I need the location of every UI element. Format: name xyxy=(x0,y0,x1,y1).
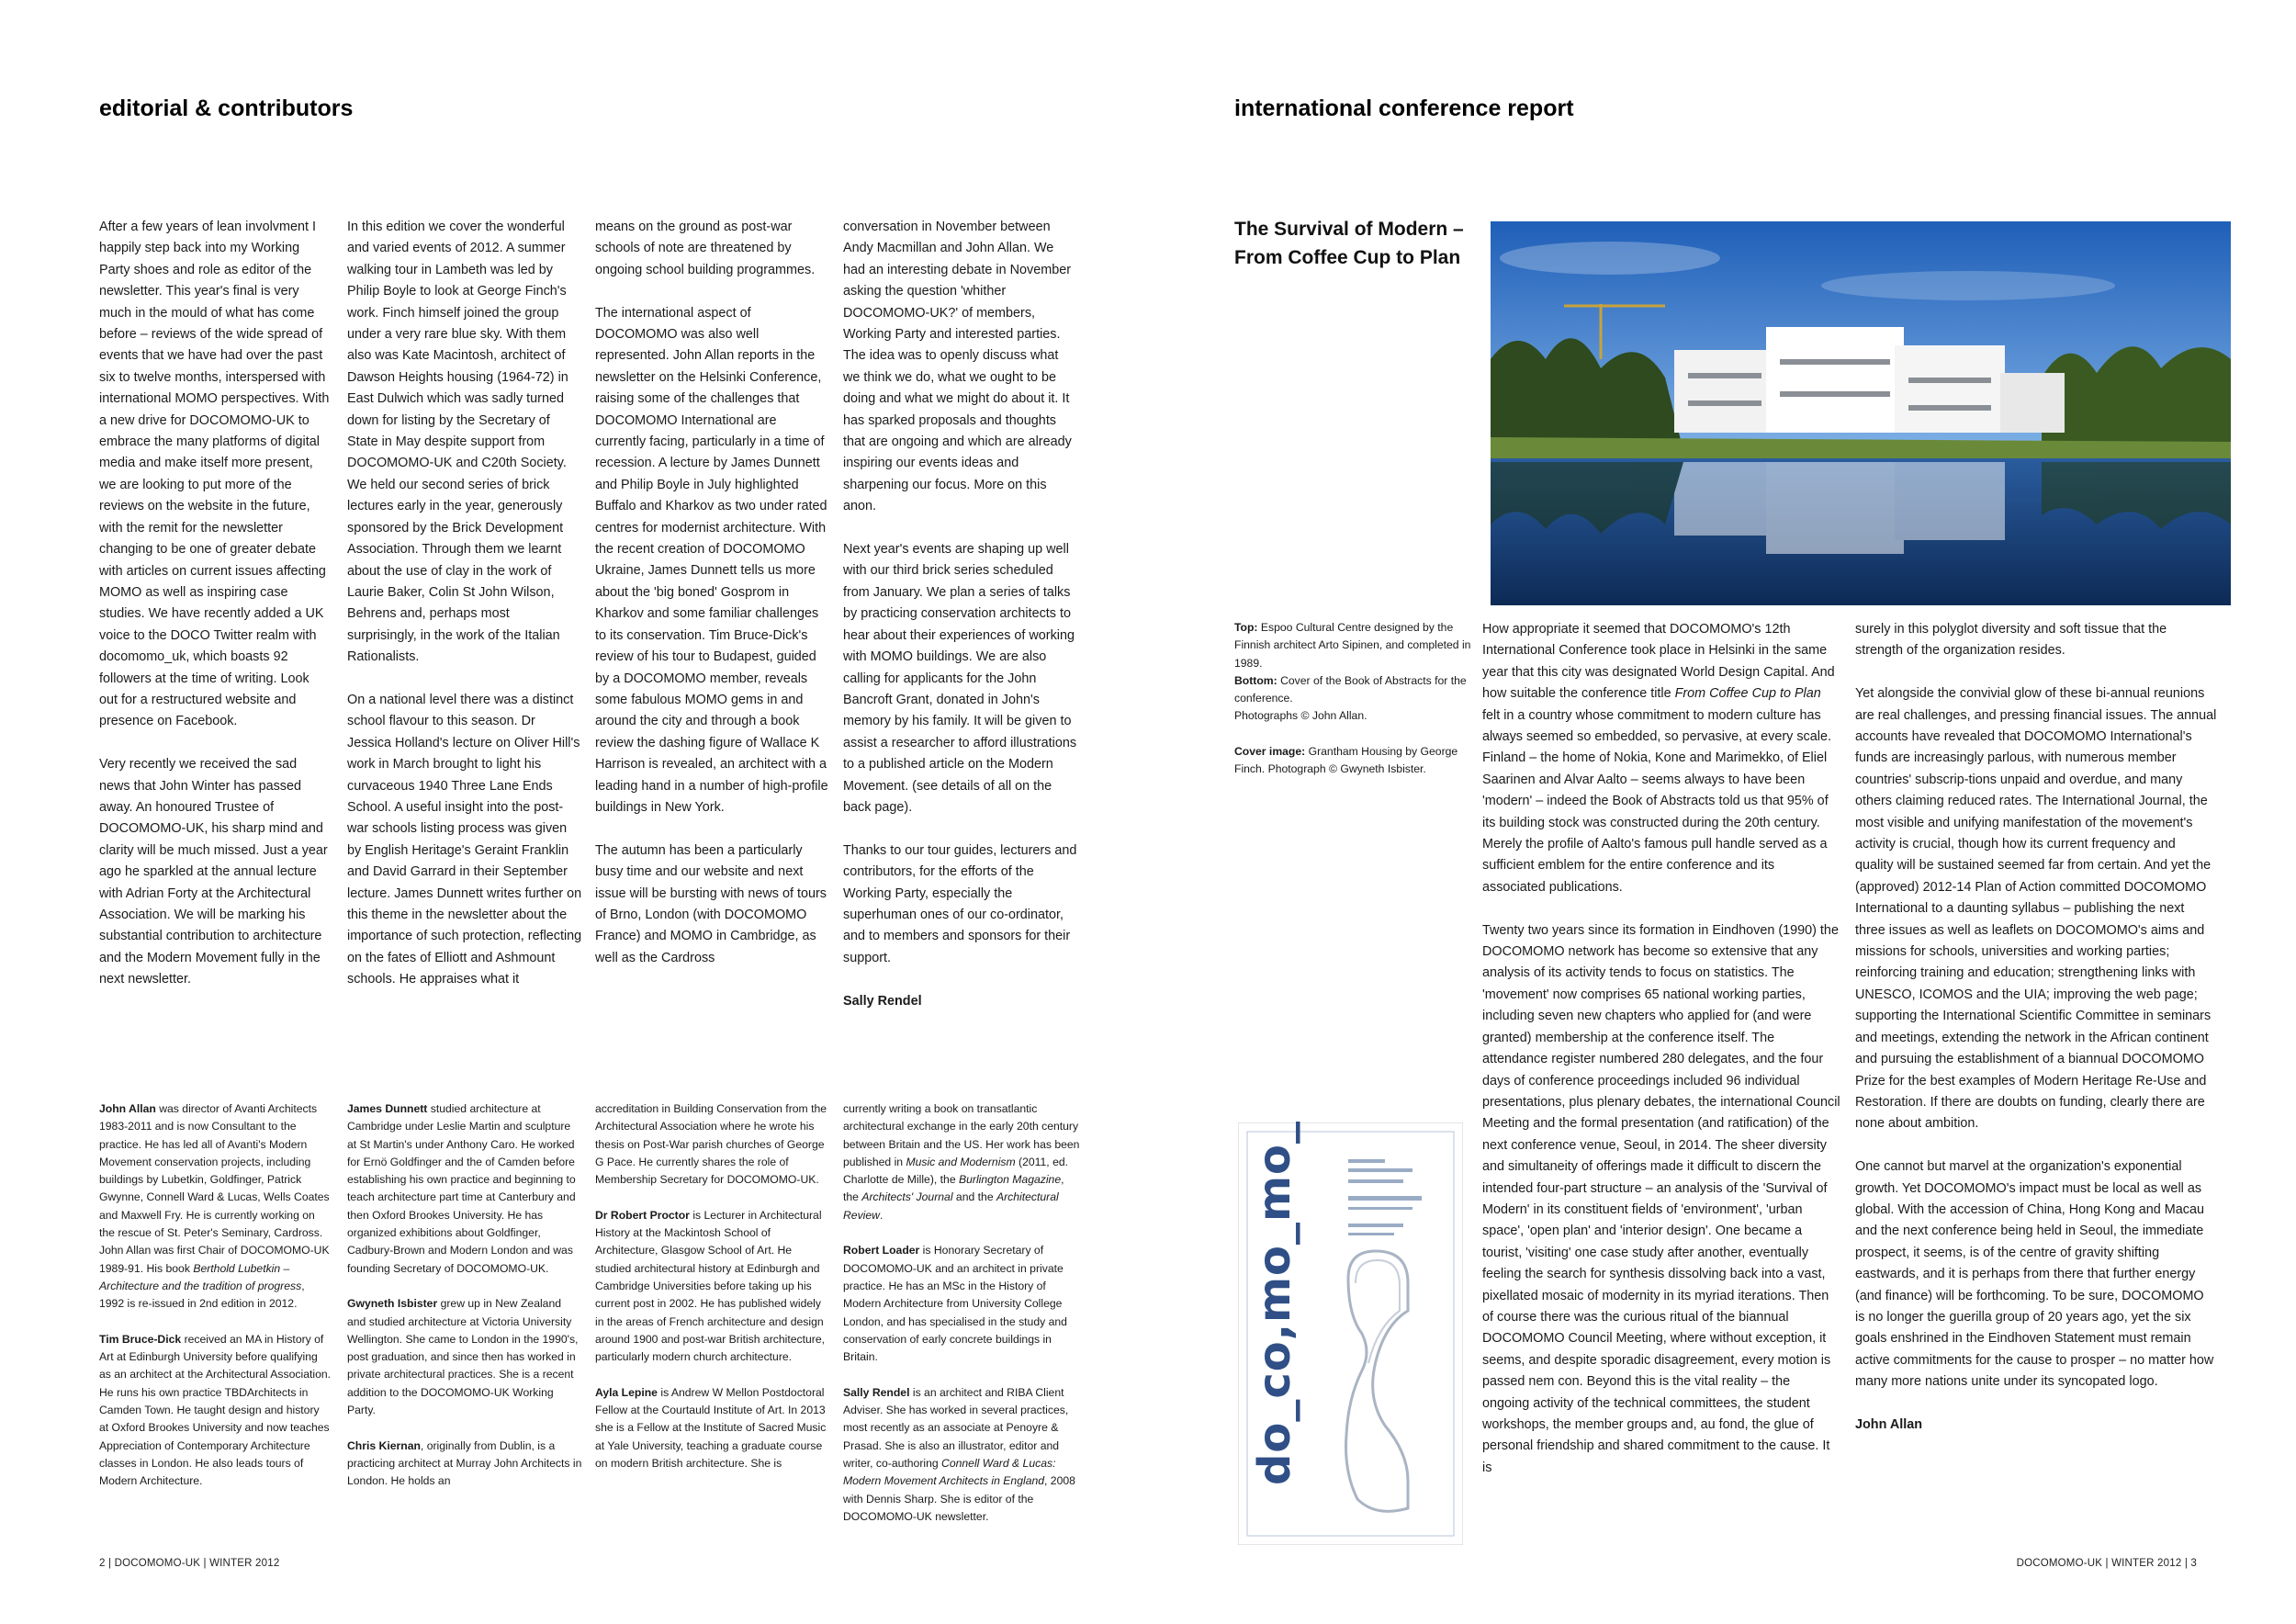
bios-column-3 xyxy=(595,1100,830,1491)
bio-ayla-lepine-cont: currently writing a book on transatlantic architectural exchange in the early 20th century between Britain and the US. Her work has been published in Music and Modernism (2011, ed. Charlotte de Mille), the Burlington Magazine, the Architects' Journal and the Architectural Review. xyxy=(843,1102,1080,1222)
paragraph: After a few years of lean involvment I happily step back into my Working Party shoes and role as editor of the newsletter. This year's final is very much in the mould of what has come before – reviews of the wide spread of events that we have had over the past six to twelve months, interspersed with international MOMO perspectives. With a new drive for DOCOMOMO-UK to embrace the many platforms of digital media and make itself more present, we are looking to put more of the reviews on the website in the future, with the remit for the newsletter changing to be one of greater debate with articles on current issues affecting MOMO as well as inspiring case studies. We have recently added a UK voice to the DOCO Twitter realm with docomomo_uk, which boasts 92 followers at the time of writing. Look out for a restructured website and presence on Facebook. xyxy=(99,220,330,729)
report-column-2 xyxy=(1855,619,2217,1458)
paragraph: In this edition we cover the wonderful and varied events of 2012. A summer walking tour in Lambeth was led by Philip Boyle to look at George Finch's work. Finch himself joined the group under a very rare blue sky. With them also was Kate Macintosh, architect of Dawson Heights housing (1964-72) in East Dulwich which was sadly turned down for listing by the Secretary of State in May despite support from DOCOMOMO-UK and C20th Society. We held our second series of brick lectures early in the year, generously sponsored by the Brick Development Association. Through them we learnt about the use of clay in the work of Laurie Baker, Colin St John Wilson, Behrens and, perhaps most surprisingly, in the work of the Italian Rationalists. xyxy=(347,220,568,665)
caption-cover-image: Cover image: Grantham Housing by George Finch. Photograph © Gwyneth Isbister. xyxy=(1234,745,1458,776)
bio-robert-proctor: Dr Robert Proctor is Lecturer in Architectural History at the Mackintosh School of Architecture, Glasgow School of Art. He studied architectural history at Edinburgh and Cambridge Universities before taking up his current post in 2002. He has published widely in the areas of French architecture and design around 1900 and post-war British architecture, particularly modern church architecture. xyxy=(595,1208,825,1364)
editorial-signature: Sally Rendel xyxy=(843,993,922,1009)
editorial-column-2 xyxy=(347,217,582,1012)
left-page-footer: 2 | DOCOMOMO-UK | WINTER 2012 xyxy=(99,1558,280,1569)
caption-top-bottom: Top: Espoo Cultural Centre designed by the Finnish architect Arto Sipinen, and completed in 1989. Bottom: Cover of the Book of Abstracts for the conference. Photographs © John Allan. xyxy=(1234,621,1471,723)
book-of-abstracts-cover xyxy=(1238,1122,1463,1545)
report-signature: John Allan xyxy=(1855,1416,1923,1432)
paragraph: means on the ground as post-war schools of note are threatened by ongoing school building programmes. xyxy=(595,220,816,277)
bios-column-4 xyxy=(843,1100,1080,1543)
paragraph: Very recently we received the sad news that John Winter has passed away. An honoured Trustee of DOCOMOMO-UK, his sharp mind and clarity will be much missed. Just a year ago he sparkled at the annual lecture with Adrian Forty at the Architectural Association. We will be marking his substantial contribution to architecture and the Modern Movement fully in the next newsletter. xyxy=(99,757,328,987)
paragraph: Next year's events are shaping up well with our third brick series scheduled from January. We plan a series of talks by practicing conservation architects to hear about their experiences of working with MOMO buildings. We are also calling for applicants for the John Bancroft Grant, donated in John's memory by his family. It will be given to assist a researcher to afford illustrations to a published article on the Modern Movement. (see details of all on the back page). xyxy=(843,542,1077,815)
report-column-1 xyxy=(1482,619,1840,1501)
paragraph: The autumn has been a particularly busy time and our website and next issue will be bursting with news of tours of Brno, London (with DOCOMOMO France) and MOMO in Cambridge, as well as the Cardross xyxy=(595,842,827,965)
espoo-cultural-centre-photo xyxy=(1491,221,2231,605)
article-title-line-1: The Survival of Modern – xyxy=(1234,219,1464,240)
right-page-heading: international conference report xyxy=(1234,96,1574,121)
bio-chris-kiernan-cont: accreditation in Building Conservation from the Architectural Association where he wrote his thesis on Post-War parish churches of George G Pace. He currently shares the role of Membership Secretary for DOCOMOMO-UK. xyxy=(595,1102,827,1187)
bios-column-2 xyxy=(347,1100,582,1508)
bio-chris-kiernan: Chris Kiernan, originally from Dublin, is a practicing architect at Murray John Architects in London. He holds an xyxy=(347,1438,582,1488)
bio-tim-bruce-dick: Tim Bruce-Dick received an MA in History of Art at Edinburgh University before qualifying as an architect at the Architectural Association. He runs his own practice TBDArchitects in Camden Town. He taught design and history at Oxford Brookes University and now teaches Appreciation of Contemporary Architecture classes in London. He also leads tours of Modern Architecture. xyxy=(99,1332,332,1488)
bio-ayla-lepine: Ayla Lepine is Andrew W Mellon Postdoctoral Fellow at the Courtauld Institute of Art. In 2013 she is a Fellow at the Institute of Sacred Music at Yale University, teaching a graduate course on modern British architecture. She is xyxy=(595,1385,827,1470)
photo-illustration xyxy=(1491,221,2231,605)
paragraph: How appropriate it seemed that DOCOMOMO's 12th International Conference took place in Helsinki in the same year that this city was designated World Design Capital. And how suitable the conference title From Coffee Cup to Plan felt in a country whose commitment to modern culture has always seemed so embedded, so pervasive, at every scale. Finland – the home of Nokia, Kone and Marimekko, of Eliel Saarinen and Alvar Aalto – seems always to have been 'modern' – indeed the Book of Abstracts told us that 95% of its building stock was constructed during the 20th century. Merely the profile of Aalto's famous pull handle served as a sufficient emblem for the entire conference and its associated publications. xyxy=(1482,622,1835,895)
bio-robert-loader: Robert Loader is Honorary Secretary of DOCOMOMO-UK and an architect in private practice. He has an MSc in the History of Modern Architecture from University College London, and has specialised in the study and conservation of early concrete buildings in Britain. xyxy=(843,1244,1067,1364)
editorial-column-3 xyxy=(595,217,830,991)
article-title-line-2: From Coffee Cup to Plan xyxy=(1234,247,1461,268)
bio-gwyneth-isbister: Gwyneth Isbister grew up in New Zealand and studied architecture at Victoria University Wellington. She came to London in the 1990's, post graduation, and since then has worked in private architectural practices. She is a recent addition to the DOCOMOMO-UK Working Party. xyxy=(347,1297,579,1417)
bio-john-allan: John Allan was director of Avanti Architects 1983-2011 and is now Consultant to the practice. He has led all of Avanti's Modern Movement conservation projects, including buildings by Lubetkin, Goldfinger, Patrick Gwynne, Connell Ward & Lucas, Wells Coates and Maxwell Fry. He is currently working on the rescue of St. Peter's Seminary, Cardross. John Allan was first Chair of DOCOMOMO-UK 1989-91. His book Berthold Lubetkin – Architecture and the tradition of progress, 1992 is re-issued in 2nd edition in 2012. xyxy=(99,1102,330,1311)
left-page-heading: editorial & contributors xyxy=(99,96,354,121)
paragraph: Yet alongside the convivial glow of these bi-annual reunions are real challenges, and pressing financial issues. The annual accounts have revealed that DOCOMOMO International's funds are increasingly parlous, with numerous member countries' subscrip-tions unpaid and overdue, and many others claiming reduced rates. The International Journal, the most visible and unifying manifestation of the movement's activity is crucial, though how its current frequency and quality will be sustained seemed far from certain. And yet the (approved) 2012-14 Plan of Action committed DOCOMOMO International to a daunting syllabus – publishing the next three issues as well as leaflets on DOCOMOMO's aims and missions for schools, universities and working parties; reinforcing training and education; strengthening links with UNESCO, ICOMOS and the UIA; improving the web page; supporting the International Scientific Committee in seminars and meetings, extending the network in the African continent and pursuing the establishment of a biannual DOCOMOMO Prize for the best examples of Modern Heritage Re-Use and Restoration. If there are doubts on funding, clearly there are none about ambition. xyxy=(1855,686,2217,1132)
bio-james-dunnett: James Dunnett studied architecture at Cambridge under Leslie Martin and sculpture at St Martin's under Anthony Caro. He worked for Ernö Goldfinger and the of Camden before establishing his own practice and beginning to teach architecture part time at Canterbury and then Oxford Brookes University. He has organized exhibitions about Goldfinger, Cadbury-Brown and Modern London and was founding Secretary of DOCOMOMO-UK. xyxy=(347,1102,576,1275)
editorial-column-1 xyxy=(99,217,331,1012)
photo-captions xyxy=(1234,619,1475,796)
paragraph: One cannot but marvel at the organization's exponential growth. Yet DOCOMOMO's impact must be local as well as global. With the accession of China, Hong Kong and Macau and the next conference being held in Seoul, the immediate prospect, it seems, is of the centre of gravity shifting eastwards, and it is perhaps from there that further energy (and finance) will be forthcoming. To be sure, DOCOMOMO is no longer the guerilla group of 20 years ago, yet the six goals enshrined in the Eindhoven Statement must remain active commitments for the cause to prosper – no matter how many more nations unite under its syncopated logo. xyxy=(1855,1159,2214,1390)
article-title xyxy=(1234,215,1482,272)
paragraph: conversation in November between Andy Macmillan and John Allan. We had an interesting debate in November asking the question 'whither DOCOMOMO-UK?' of members, Working Party and interested parties. The idea was to openly discuss what we think we do, what we ought to be doing and what we might do about it. It has sparked proposals and thoughts that are ongoing and which are already inspiring our events ideas and sharpening our focus. More on this anon. xyxy=(843,220,1072,514)
paragraph: Twenty two years since its formation in Eindhoven (1990) the DOCOMOMO network has become so extensive that any analysis of its activity tends to focus on statistics. The 'movement' now comprises 65 national working parties, including seven new chapters who applied for (and were granted) membership at the conference itself. The attendance register numbered 280 delegates, and the four days of conference proceedings included 96 individual presentations, plus plenary debates, the international Council Meeting and the formal presentation (and ratification) of the next conference venue, Seoul, in 2014. The sheer diversity and simultaneity of offerings made it difficult to discern the intended four-part structure – an analysis of the 'Survival of Modern' in its constituent fields of 'environment', 'urban space', 'open plan' and 'interior design'. One became a tourist, 'visiting' one case study after another, eventually feeling the search for synthesis dissolving back into a vast, pixellated mosaic of modernity in its myriad iterations. Then of course there was the curious ritual of the biannual DOCOMOMO Council Meeting, where without exception, it seems, and despite sporadic disagreement, every motion is passed nem con. Beyond this is the vital reality – the ongoing activity of the technical committees, the student workshops, the member groups and, au fond, the glue of personal friendship and shared commitment to the cause. It is xyxy=(1482,922,1840,1475)
bio-sally-rendel: Sally Rendel is an architect and RIBA Client Adviser. She has worked in several practices, most recently as an associate at Penoyre & Prasad. She is also an illustrator, editor and writer, co-authoring Connell Ward & Lucas: Modern Movement Architects in England, 2008 with Dennis Sharp. She is editor of the DOCOMOMO-UK newsletter. xyxy=(843,1385,1075,1523)
paragraph: On a national level there was a distinct school flavour to this season. Dr Jessica Holland's lecture on Oliver Hill's work in March brought to light his curvaceous 1940 Three Lane Ends School. A useful insight into the post-war schools listing process was given by English Heritage's Geraint Franklin and David Garrard in their September lecture. James Dunnett writes further on this theme in the newsletter about the importance of such protection, reflecting on the fates of Elliott and Ashmount schools. He appraises what it xyxy=(347,692,582,987)
paragraph: surely in this polyglot diversity and soft tissue that the strength of the organization resides. xyxy=(1855,622,2167,659)
right-page-footer: DOCOMOMO-UK | WINTER 2012 | 3 xyxy=(2016,1558,2197,1569)
paragraph: Thanks to our tour guides, lecturers and contributors, for the efforts of the Working Party, especially the superhuman ones of our co-ordinator, and to members and sponsors for their support. xyxy=(843,842,1077,965)
docomomo-logo: do_co,mo_mo_ xyxy=(1249,1121,1300,1485)
paragraph: The international aspect of DOCOMOMO was also well represented. John Allan reports in the newsletter on the Helsinki Conference, raising some of the challenges that DOCOMOMO International are currently facing, particularly in a time of recession. A lecture by James Dunnett and Philip Boyle in July highlighted Buffalo and Kharkov as two under rated centres for modernist architecture. With the recent creation of DOCOMOMO Ukraine, James Dunnett tells us more about the 'big boned' Gosprom in Kharkov and some familiar challenges to its conservation. Tim Bruce-Dick's review of his tour to Budapest, guided by a DOCOMOMO member, reveals some fabulous MOMO gems in and around the city and through a book review the dashing figure of Wallace K Harrison is revealed, an architect with a leading hand in a number of high-profile buildings in New York. xyxy=(595,305,828,815)
bios-column-1 xyxy=(99,1100,331,1508)
editorial-column-4 xyxy=(843,217,1078,1033)
